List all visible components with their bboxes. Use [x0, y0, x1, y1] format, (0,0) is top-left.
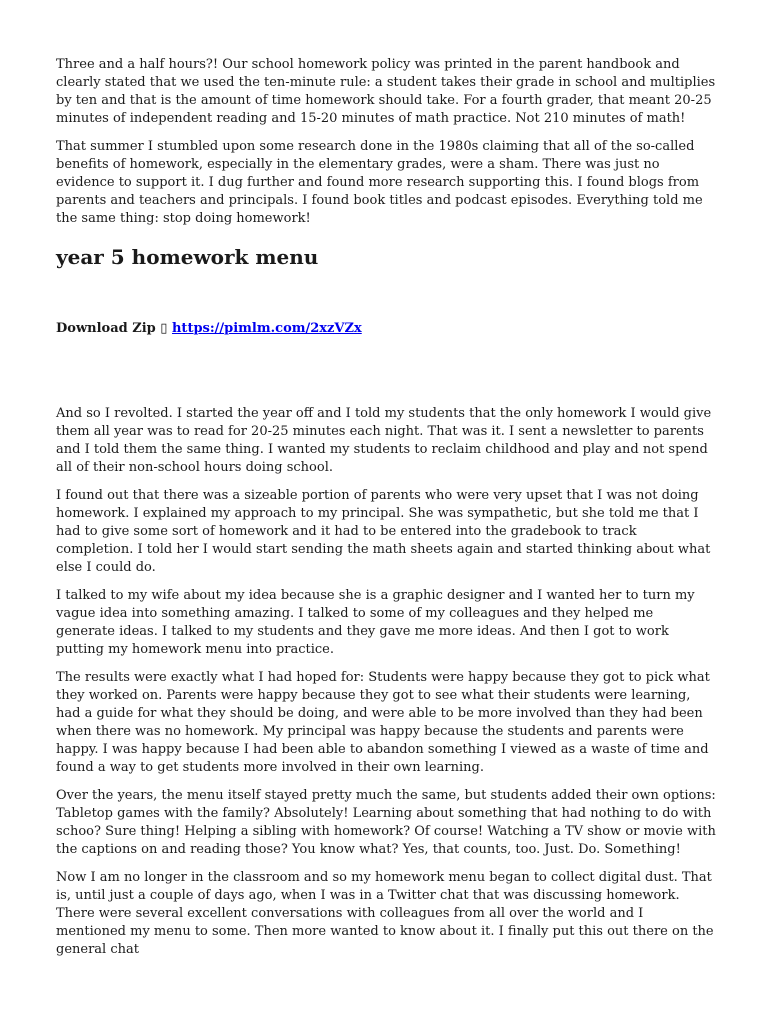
paragraph-parents-upset: I found out that there was a sizeable portion of parents who were very upset that I was not doing homework. I explained my approach to my principal. She was sympathetic, but she told me that I had to give some sort of homework and it had to be entered into the gradebook to track completion. I told her I would start sending the math sheets again and started thinking about what else I could do.: [56, 488, 711, 575]
paragraph-research: That summer I stumbled upon some research done in the 1980s claiming that all of the so-called benefits of homework, especially in the elementary grades, were a sham. There was just no evidence to support it. I dug further and found more research supporting this. I found blogs from parents and teachers and principals. I found book titles and podcast episodes. Everything told me the same thing: stop doing homework!: [56, 139, 703, 226]
spacer: [56, 338, 716, 405]
paragraph-wife-idea: I talked to my wife about my idea because she is a graphic designer and I wanted her to turn my vague idea into something amazing. I talked to some of my colleagues and they helped me generate ideas. I talked to my students and they gave me more ideas. And then I got to work putting my homework menu into practice.: [56, 588, 695, 657]
download-line: [56, 320, 716, 338]
paragraph-revolted: And so I revolted. I started the year off and I told my students that the only homework I would give them all year was to read for 20-25 minutes each night. That was it. I sent a newsletter to parents and I told them the same thing. I wanted my students to reclaim childhood and play and not spend all of their non-school hours doing school.: [56, 406, 712, 475]
download-glyph: ▯: [160, 321, 168, 336]
download-link[interactable]: https://pimlm.com/2xzVZx: [171, 321, 362, 336]
section-heading: year 5 homework menu: [56, 245, 319, 269]
paragraph-homework-policy: Three and a half hours?! Our school homework policy was printed in the parent handbook and clearly stated that we used the ten-minute rule: a student takes their grade in school and multiplies by ten and that is the amount of time homework should take. For a fourth grader, that meant 20-25 minutes of independent reading and 15-20 minutes of math practice. Not 210 minutes of math!: [56, 57, 716, 126]
paragraph-menu-options: Over the years, the menu itself stayed pretty much the same, but students added their own options: Tabletop games with the family? Absolutely! Learning about something that had nothing to do with schoo? Sure thing! Helping a sibling with homework? Of course! Watching a TV show or movie with the captions on and reading those? You know what? Yes, that counts, too. Just. Do. Something!: [56, 788, 716, 857]
document-page: [56, 56, 716, 969]
paragraph-digital-dust: Now I am no longer in the classroom and so my homework menu began to collect digital dust. That is, until just a couple of days ago, when I was in a Twitter chat that was discussing homework. There were several excellent conversations with colleagues from all over the world and I mentioned my menu to some. Then more wanted to know about it. I finally put this out there on the general chat: [56, 870, 714, 957]
paragraph-results: The results were exactly what I had hoped for: Students were happy because they got to pick what they worked on. Parents were happy because they got to see what their students were learning, had a guide for what they should be doing, and were able to be more involved than they had been when there was no homework. My principal was happy because the students and parents were happy. I was happy because I had been able to abandon something I viewed as a waste of time and found a way to get students more involved in their own learning.: [56, 670, 710, 775]
download-label: Download Zip: [56, 321, 156, 336]
